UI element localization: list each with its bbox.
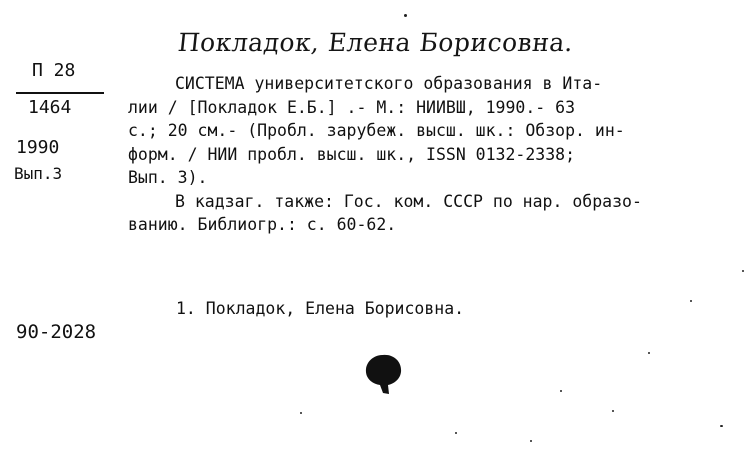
shelf-mark-year: 1990	[16, 137, 60, 158]
shelf-mark-issue: Вып.3	[14, 164, 63, 183]
dust-speck	[404, 14, 407, 17]
shelf-mark-divider	[16, 92, 104, 94]
dust-speck	[560, 390, 562, 392]
record-line: СИСТЕМА университетского образования в Ита-	[175, 74, 603, 93]
accession-number: 90-2028	[16, 321, 97, 343]
dust-speck	[720, 425, 723, 427]
dust-speck	[300, 412, 302, 414]
dust-speck	[612, 410, 614, 412]
bibliographic-record	[128, 72, 738, 237]
shelf-mark-class: П 28	[32, 60, 76, 81]
notes-line: В кадзаг. также: Гос. ком. СССР по нар. образо-	[175, 191, 642, 211]
dust-speck	[690, 300, 692, 302]
record-line: с.; 20 см.- (Пробл. зарубеж. высш. шк.: Обзор. ин-	[128, 121, 625, 140]
punch-hole-blot	[358, 350, 408, 400]
dust-speck	[530, 440, 532, 442]
handwritten-author-heading: Покладок, Елена Борисовна.	[176, 28, 575, 57]
shelf-mark-number: 1464	[28, 97, 72, 118]
dust-speck	[455, 432, 457, 434]
record-line: форм. / НИИ пробл. высш. шк., ISSN 0132-2338;	[128, 144, 576, 164]
dust-speck	[742, 270, 744, 272]
notes-line: ванию. Библиогр.: с. 60-62.	[128, 215, 397, 234]
record-line: Вып. 3).	[128, 168, 208, 187]
subject-tracing: 1. Покладок, Елена Борисовна.	[176, 299, 465, 318]
dust-speck	[648, 352, 650, 354]
record-line: лии / [Покладок Е.Б.] .- М.: НИИВШ, 1990.- 63	[128, 97, 576, 117]
